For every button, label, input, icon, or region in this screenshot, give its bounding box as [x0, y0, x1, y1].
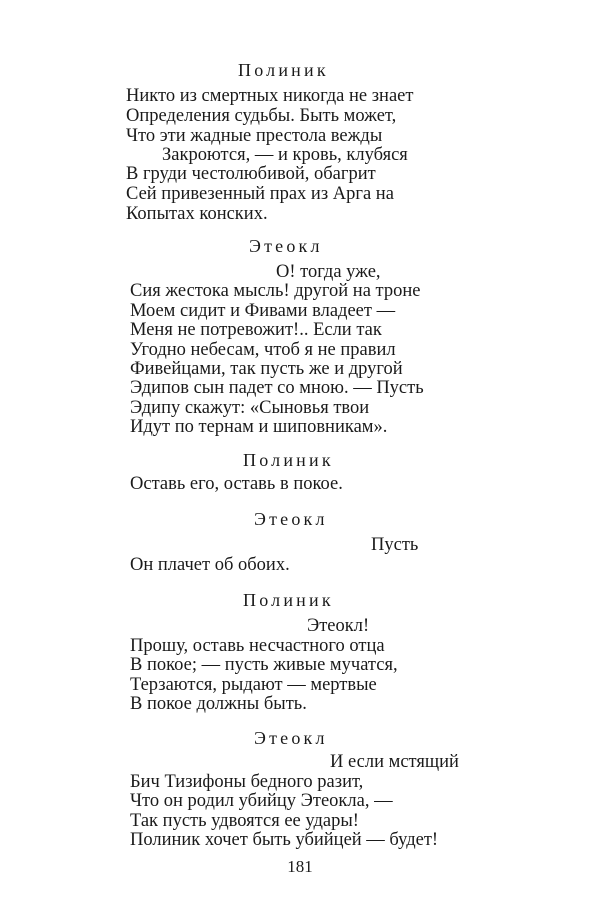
verse-line: Терзаются, рыдают — мертвые	[130, 675, 377, 695]
speaker-name: Этеокл	[254, 509, 328, 529]
verse-line: Полиник хочет быть убийцей — будет!	[130, 830, 439, 850]
verse-line: Что он родил убийцу Этеокла, —	[130, 791, 393, 811]
verse-line: Идут по тернам и шиповникам».	[130, 417, 388, 437]
verse-line: В покое должны быть.	[130, 694, 307, 714]
verse-line: Сей привезенный прах из Арга на	[126, 184, 394, 204]
speaker-name: Полиник	[238, 60, 329, 80]
verse-line: Что эти жадные престола вежды	[126, 126, 383, 146]
verse-line: Оставь его, оставь в покое.	[130, 474, 343, 494]
verse-line: Этеокл!	[307, 616, 370, 636]
verse-line: Закроются, — и кровь, клубяся	[162, 145, 408, 165]
verse-line: Пусть	[371, 535, 419, 555]
verse-line: В покое; — пусть живые мучатся,	[130, 655, 398, 675]
verse-line: О! тогда уже,	[276, 262, 381, 282]
verse-line: Моем сидит и Фивами владеет —	[130, 301, 396, 321]
verse-line: И если мстящий	[330, 752, 459, 772]
verse-line: В груди честолюбивой, обагрит	[126, 164, 376, 184]
verse-line: Так пусть удвоятся ее удары!	[130, 811, 359, 831]
speaker-name: Этеокл	[249, 236, 323, 256]
verse-line: Он плачет об обоих.	[130, 555, 290, 575]
speaker-name: Полиник	[243, 450, 334, 470]
verse-line: Бич Тизифоны бедного разит,	[130, 772, 364, 792]
verse-line: Никто из смертных никогда не знает	[126, 86, 414, 106]
page-number: 181	[287, 857, 313, 876]
verse-line: Меня не потревожит!.. Если так	[130, 320, 382, 340]
verse-line: Угодно небесам, чтоб я не правил	[130, 340, 396, 360]
verse-line: Копытах конских.	[126, 204, 268, 224]
speaker-name: Полиник	[243, 590, 334, 610]
verse-line: Эдипов сын падет со мною. — Пусть	[130, 378, 424, 398]
verse-line: Сия жестока мысль! другой на троне	[130, 281, 421, 301]
verse-line: Эдипу скажут: «Сыновья твои	[130, 398, 370, 418]
verse-line: Фивейцами, так пусть же и другой	[130, 359, 403, 379]
speaker-name: Этеокл	[254, 728, 328, 748]
verse-line: Прошу, оставь несчастного отца	[130, 636, 385, 656]
verse-line: Определения судьбы. Быть может,	[126, 106, 397, 126]
